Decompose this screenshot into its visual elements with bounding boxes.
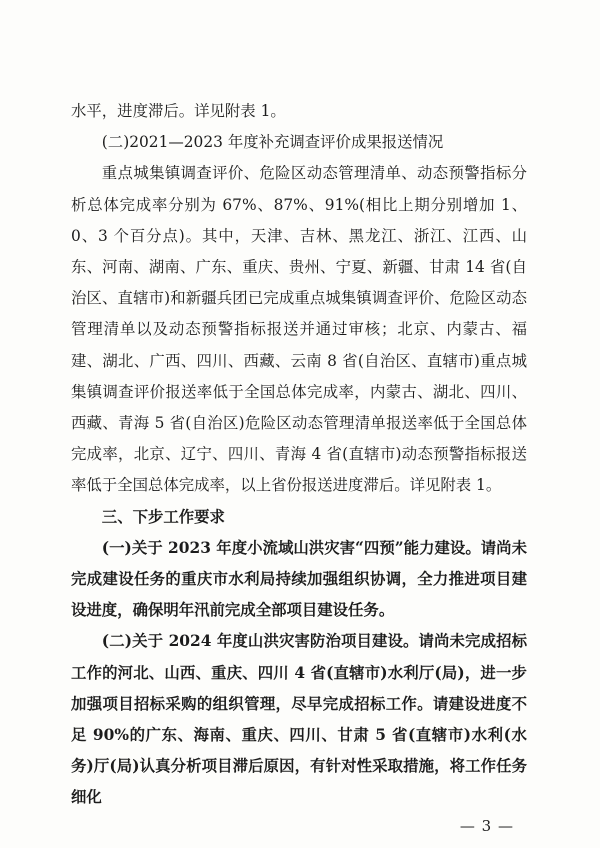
separator: 、 [225,726,242,745]
requirement-2-text-a: 请尚未完成招标工作的 [71,632,527,682]
separator: 、 [242,663,258,682]
requirement-1-text-c: 水利局持续加强组织协调，全力推进项目建设进度，确保明年汛前完成全部项目建设任务。 [71,570,527,620]
province-highlight: 海南 [193,726,226,745]
section-3-heading: 三、下步工作要求 [101,507,225,526]
province-highlight: 甘肃 [337,726,370,745]
province-highlight: 重庆 [241,726,274,745]
requirement-2 [71,626,527,813]
separator: 、 [148,663,165,682]
province-highlight: 重庆市 [181,570,229,589]
province-highlight: 广东 [145,726,178,745]
paragraph-continuation: 水平，进度滞后。详见附表 1。 [71,102,286,120]
paragraph-status: 重点城集镇调查评价、危险区动态管理清单、动态预警指标分析总体完成率分别为 67%、87%、91%(相比上期分别增加 1、0、3 个百分点)。其中，天津、吉林、黑龙江、浙江、江西、山东、河南、湖南、广东、重庆、贵州、宁夏、新疆、甘肃 14 省(自治区、直辖市)和新疆兵团已完成重点城集镇调查评价、危险区动态管理清单以及动态预警指标报送并通过审核；北京、内蒙古、福建、湖北、广西、四川、西藏、云南 8 省(自治区、直辖市)重点城集镇调查评价报送率低于全国总体完成率，内蒙古、湖北、四川、西藏、青海 5 省(自治区)危险区动态管理清单报送率低于全国总体完成率，北京、辽宁、四川、青海 4 省(直辖市)动态预警指标报送率低于全国总体完成率，以上省份报送进度滞后。详见附表 1。 [71,164,527,495]
province-highlight: 重庆 [211,663,243,682]
province-highlight: 河北 [117,663,149,682]
requirement-1-lead: (一)关于 2023 年度小流域山洪灾害“四预”能力建设。 [101,538,481,557]
separator: 、 [321,726,338,745]
separator: 、 [195,663,212,682]
requirement-2-text-d: 5 省(直辖市)水利(水务)厅(局)认真分析项目滞后原因，有针对性采取措施，将工作任务细化 [71,726,527,807]
requirement-1-text-a: 请尚未完成建设任务的 [71,538,527,589]
requirement-1 [71,533,527,627]
requirement-2-text-b: 4 省(直辖市)水利厅(局)，进一步加强项目招标采购的组织管理，尽早完成招标工作。 [71,663,527,713]
page-number: — 3 — [459,817,514,835]
separator: 、 [177,726,194,745]
document-body [71,96,527,814]
province-highlight: 山西 [164,663,196,682]
requirement-2-lead: (二)关于 2024 年度山洪灾害防治项目建设。 [101,632,419,651]
subheading-2: (二)2021—2023 年度补充调查评价成果报送情况 [101,133,444,152]
province-highlight: 四川 [289,726,322,745]
province-highlight: 四川 [257,663,289,682]
separator: 、 [273,726,290,745]
requirement-2-text-c: 请建设进度不足 90%的 [71,694,527,745]
